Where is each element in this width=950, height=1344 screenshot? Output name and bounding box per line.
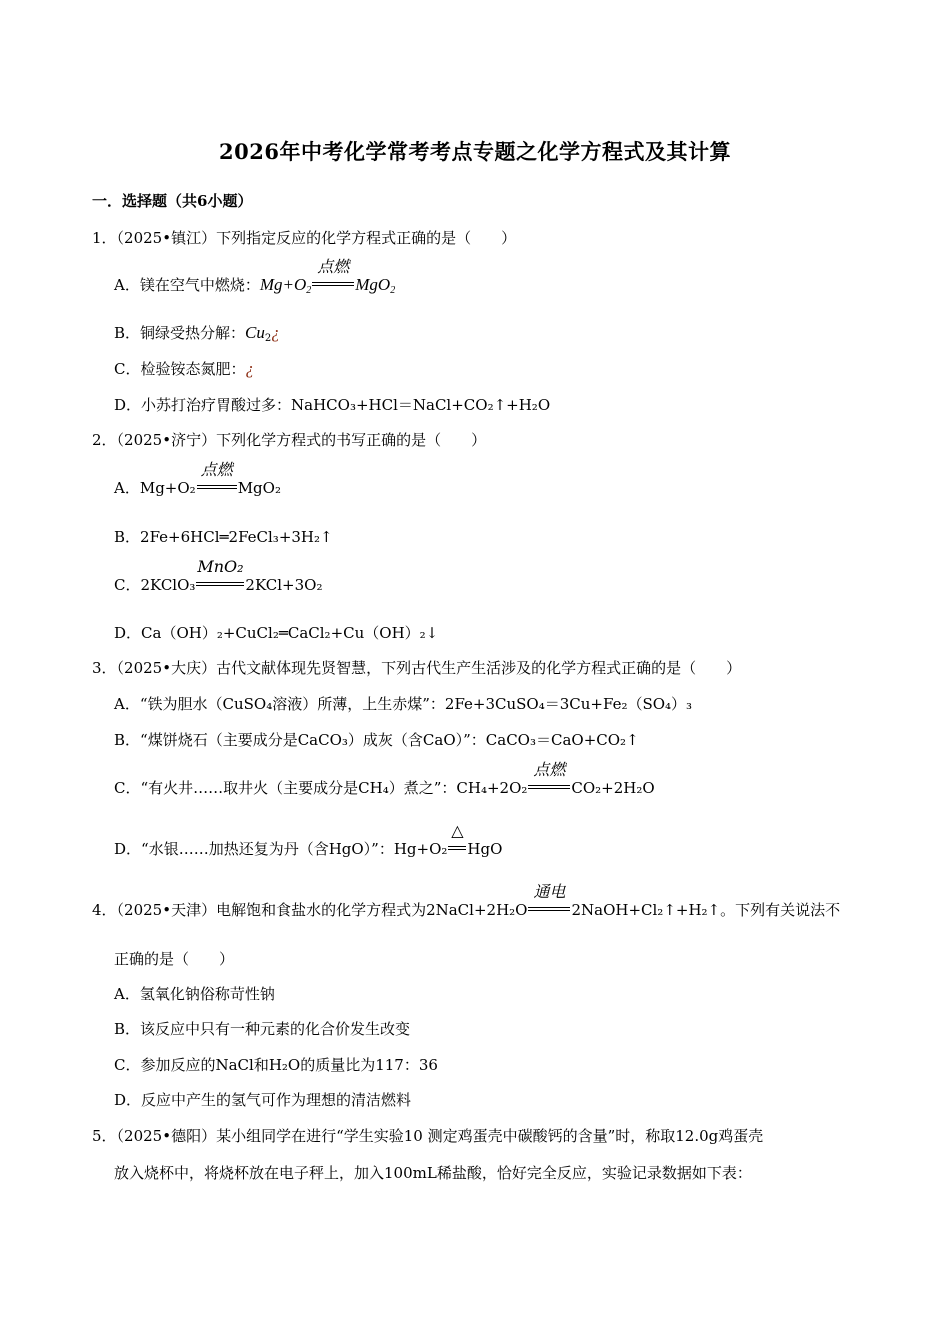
broken-glyph: ¿ bbox=[245, 359, 254, 378]
formula-text: Cu bbox=[245, 323, 265, 342]
reaction-condition bbox=[196, 557, 244, 590]
question-3-stem: 3．（2025•大庆）古代文献体现先贤智慧，下列古代生产生活涉及的化学方程式正确的是（ ） bbox=[92, 659, 742, 677]
reaction-condition bbox=[197, 460, 237, 493]
question-2-option-c bbox=[114, 557, 323, 595]
equals-bar bbox=[196, 582, 244, 586]
reaction-condition bbox=[448, 821, 466, 854]
stem-text: 4．（2025•天津）电解饱和食盐水的化学方程式为2NaCl+2H₂O bbox=[92, 901, 528, 919]
condition-label: 点燃 bbox=[317, 257, 350, 276]
equals-bar bbox=[528, 907, 570, 911]
question-2-option-b: B．2Fe+6HCl═2FeCl₃+3H₂↑ bbox=[114, 528, 333, 546]
formula-text: MgO bbox=[355, 275, 391, 294]
subscript: 2 bbox=[264, 333, 272, 344]
question-4-option-b: B．该反应中只有一种元素的化合价发生改变 bbox=[114, 1020, 411, 1038]
section-heading: 一．选择题（共6小题） bbox=[92, 192, 253, 210]
equation-rhs: HgO bbox=[467, 840, 503, 858]
reaction-condition bbox=[528, 760, 570, 793]
option-label: A．镁在空气中燃烧： bbox=[114, 276, 260, 294]
question-3-option-b: B．“煤饼烧石（主要成分是CaCO₃）成灰（含CaO）”：CaCO₃＝CaO+CO₂↑ bbox=[114, 731, 639, 749]
condition-label: 点燃 bbox=[200, 460, 233, 479]
equation-rhs bbox=[355, 275, 395, 294]
stem-text: 2NaOH+Cl₂↑+H₂↑。下列有关说法不 bbox=[571, 901, 841, 919]
equation-rhs: MgO₂ bbox=[237, 479, 281, 497]
question-1-option-b bbox=[114, 323, 280, 343]
question-4-stem-continuation: 正确的是（ ） bbox=[114, 950, 235, 968]
subscript: 2 bbox=[390, 285, 396, 296]
question-2-option-d: D．Ca（OH）₂+CuCl₂═CaCl₂+Cu（OH）₂↓ bbox=[114, 624, 439, 642]
condition-label: 通电 bbox=[533, 882, 566, 901]
question-1-option-a bbox=[114, 257, 396, 296]
broken-glyph: ¿ bbox=[271, 323, 280, 342]
equals-bar bbox=[448, 846, 466, 850]
question-2-option-a bbox=[114, 460, 281, 498]
question-2-stem: 2．（2025•济宁）下列化学方程式的书写正确的是（ ） bbox=[92, 431, 487, 449]
equation-lhs: C．“有火井……取井火（主要成分是CH₄）煮之”：CH₄+2O₂ bbox=[114, 779, 528, 797]
question-3-option-a: A．“铁为胆水（CuSO₄溶液）所薄，上生赤煤”：2Fe+3CuSO₄＝3Cu+Fe₂（SO₄）₃ bbox=[114, 695, 693, 713]
equation-lhs bbox=[260, 275, 311, 294]
option-label: C．检验铵态氮肥： bbox=[114, 360, 246, 378]
question-5-stem-continuation: 放入烧杯中，将烧杯放在电子秤上，加入100mL稀盐酸，恰好完全反应，实验记录数据如下表： bbox=[114, 1164, 752, 1182]
equals-bar bbox=[528, 785, 570, 789]
equation-lhs: A．Mg+O₂ bbox=[114, 479, 196, 497]
equals-bar bbox=[312, 282, 354, 286]
question-4-option-c: C．参加反应的NaCl和H₂O的质量比为117：36 bbox=[114, 1056, 438, 1074]
equation-lhs: C．2KClO₃ bbox=[114, 576, 196, 594]
reaction-condition bbox=[312, 257, 354, 290]
question-1-option-d: D．小苏打治疗胃酸过多：NaHCO₃+HCl＝NaCl+CO₂↑+H₂O bbox=[114, 396, 551, 414]
equals-bar bbox=[197, 485, 237, 489]
question-4-stem bbox=[92, 882, 841, 920]
condition-label: MnO₂ bbox=[197, 557, 244, 576]
condition-label: 点燃 bbox=[533, 760, 566, 779]
subscript: 2 bbox=[306, 285, 312, 296]
question-3-option-c bbox=[114, 760, 655, 798]
equation-rhs: CO₂+2H₂O bbox=[571, 779, 655, 797]
question-4-option-d: D．反应中产生的氢气可作为理想的清洁燃料 bbox=[114, 1091, 412, 1109]
question-5-stem: 5．（2025•德阳）某小组同学在进行“学生实验10 测定鸡蛋壳中碳酸钙的含量”时，称取12.0g鸡蛋壳 bbox=[92, 1127, 764, 1145]
option-label: B．铜绿受热分解： bbox=[114, 324, 246, 342]
page-title: 2026年中考化学常考考点专题之化学方程式及其计算 bbox=[219, 139, 731, 164]
question-3-option-d bbox=[114, 821, 503, 859]
formula-text: Mg+O bbox=[259, 275, 307, 294]
question-1-option-c bbox=[114, 359, 254, 379]
heat-triangle-icon: △ bbox=[451, 821, 464, 840]
question-4-option-a: A．氢氧化钠俗称苛性钠 bbox=[114, 985, 275, 1003]
equation-rhs: 2KCl+3O₂ bbox=[245, 576, 323, 594]
reaction-condition bbox=[528, 882, 570, 915]
question-1-stem: 1．（2025•镇江）下列指定反应的化学方程式正确的是（ ） bbox=[92, 229, 517, 247]
equation-lhs: D．“水银……加热还复为丹（含HgO）”：Hg+O₂ bbox=[114, 840, 448, 858]
